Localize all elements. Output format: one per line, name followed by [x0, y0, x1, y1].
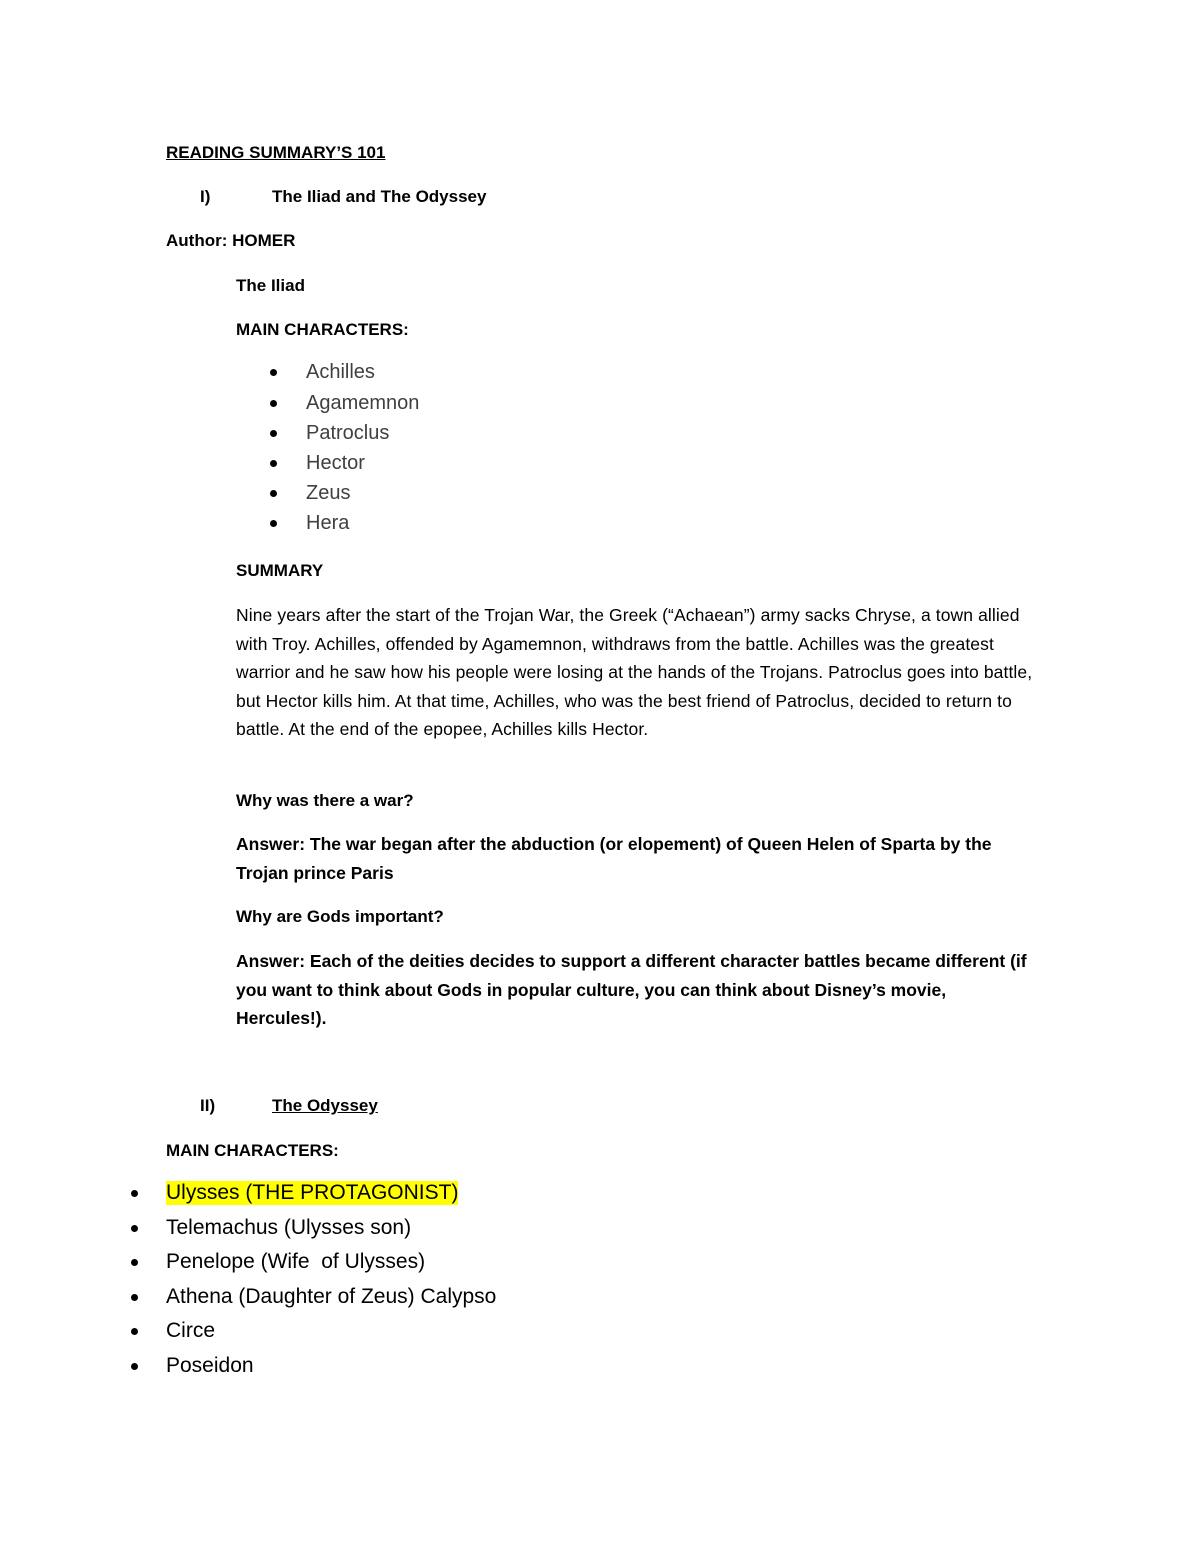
character-name: Athena (Daughter of Zeus) Calypso — [166, 1285, 497, 1308]
bullet-icon — [270, 460, 277, 467]
list-item — [270, 512, 349, 535]
bullet-icon — [131, 1328, 138, 1335]
list-item — [270, 452, 365, 475]
character-name: Patroclus — [306, 422, 390, 444]
bullet-icon — [131, 1225, 138, 1232]
question-2: Why are Gods important? — [236, 907, 444, 926]
character-name: Telemachus (Ulysses son) — [166, 1216, 412, 1239]
summary-heading: SUMMARY — [236, 561, 324, 580]
question-1: Why was there a war? — [236, 791, 414, 810]
character-name: Hector — [306, 452, 365, 474]
answer-2: Answer: Each of the deities decides to support a different character battles became different (if you want to think about Gods in popular culture, you can think about Disney’s movie, Hercules!). — [236, 951, 1027, 1028]
bullet-icon — [131, 1363, 138, 1370]
bullet-icon — [270, 520, 277, 527]
list-item — [131, 1250, 425, 1274]
list-item — [131, 1354, 254, 1378]
character-name: Penelope (Wife of Ulysses) — [166, 1250, 426, 1273]
iliad-subtitle: The Iliad — [236, 276, 305, 295]
answer-1: Answer: The war began after the abduction (or elopement) of Queen Helen of Sparta by the Trojan prince Paris — [236, 834, 992, 883]
bullet-icon — [131, 1294, 138, 1301]
section-1-numeral: I) — [200, 187, 211, 206]
list-item — [270, 482, 350, 505]
bullet-icon — [270, 490, 277, 497]
bullet-icon — [270, 430, 277, 437]
section-1-heading: The Iliad and The Odyssey — [272, 187, 487, 206]
summary-paragraph: Nine years after the start of the Trojan War, the Greek (“Achaean”) army sacks Chryse, a town allied with Troy. Achilles, offended by Agamemnon, withdraws from the battle. Achilles was the greatest warrior and he saw how his people were losing at the hands of the Trojans. Patroclus goes into battle, but Hector kills him. At that time, Achilles, who was the best friend of Patroclus, decided to return to battle. At the end of the epopee, Achilles kills Hector. — [236, 605, 1033, 739]
character-name-highlighted: Ulysses (THE PROTAGONIST) — [166, 1181, 459, 1204]
character-name: Agamemnon — [306, 392, 420, 414]
character-name: Poseidon — [166, 1354, 254, 1377]
character-name: Zeus — [306, 482, 351, 504]
section-2-numeral: II) — [200, 1096, 216, 1115]
section-2-heading: The Odyssey — [272, 1096, 378, 1115]
iliad-characters-heading: MAIN CHARACTERS: — [236, 320, 409, 339]
odyssey-characters-heading: MAIN CHARACTERS: — [166, 1141, 339, 1160]
document-title: READING SUMMARY’S 101 — [166, 143, 386, 162]
list-item — [131, 1181, 458, 1205]
character-name: Achilles — [306, 361, 375, 383]
list-item — [270, 422, 389, 445]
character-name: Hera — [306, 512, 350, 534]
list-item — [270, 361, 375, 384]
bullet-icon — [270, 400, 277, 407]
bullet-icon — [131, 1190, 138, 1197]
author-line: Author: HOMER — [166, 231, 296, 250]
list-item — [131, 1285, 496, 1309]
bullet-icon — [131, 1259, 138, 1266]
list-item — [270, 392, 419, 415]
list-item — [131, 1216, 411, 1240]
character-name: Circe — [166, 1319, 216, 1342]
bullet-icon — [270, 369, 277, 376]
list-item — [131, 1319, 215, 1343]
